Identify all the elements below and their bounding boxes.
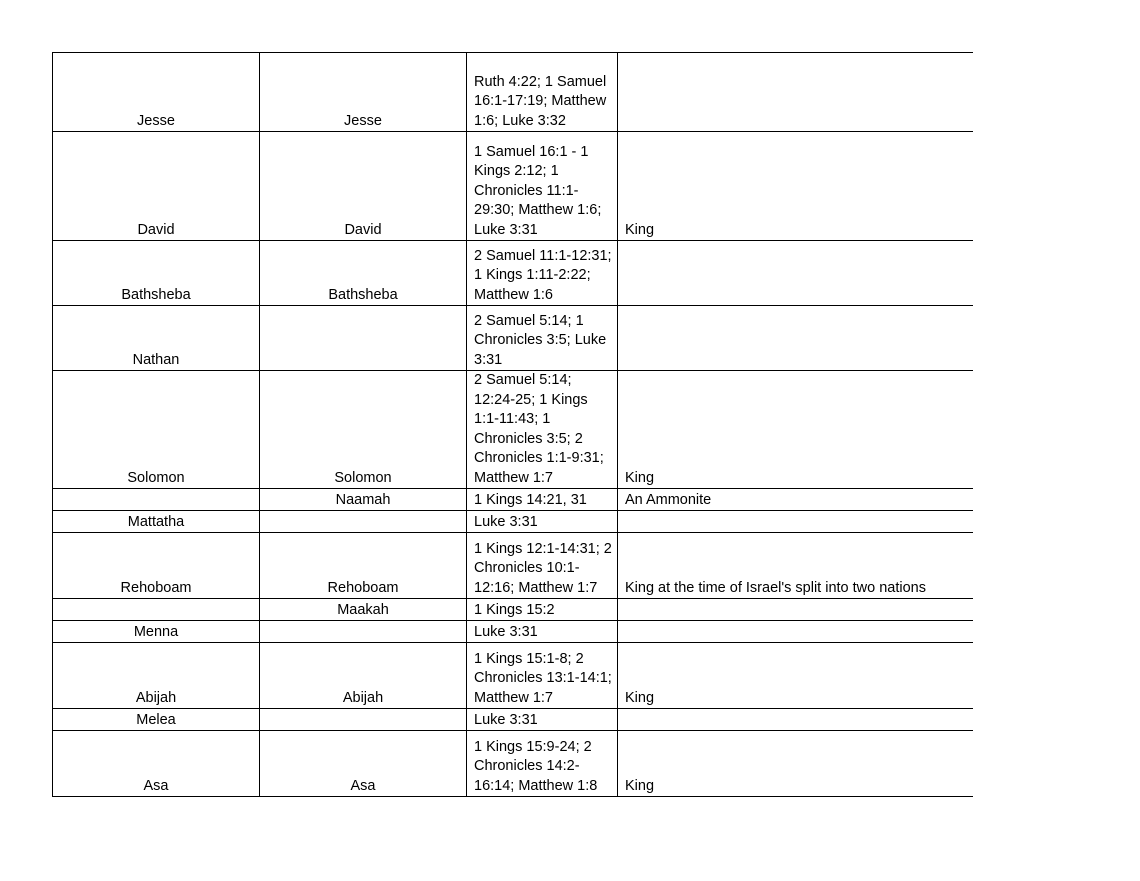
scripture-references-cell: 2 Samuel 5:14; 1 Chronicles 3:5; Luke 3:31 [467, 306, 618, 371]
note-cell: An Ammonite [618, 489, 973, 511]
alternate-name-cell: Bathsheba [260, 241, 467, 306]
alternate-name-cell: Naamah [260, 489, 467, 511]
genealogy-table [52, 52, 973, 797]
table-row [53, 709, 973, 731]
scripture-references-cell: 1 Kings 15:2 [467, 599, 618, 621]
alternate-name-cell: Abijah [260, 643, 467, 709]
note-cell: King [618, 371, 973, 489]
note-cell [618, 621, 973, 643]
table-row [53, 621, 973, 643]
table-row [53, 511, 973, 533]
person-name-cell: Menna [53, 621, 260, 643]
alternate-name-cell [260, 709, 467, 731]
scripture-references-cell: Ruth 4:22; 1 Samuel 16:1-17:19; Matthew 1:6; Luke 3:32 [467, 53, 618, 132]
note-cell: King [618, 643, 973, 709]
scripture-references-cell: 1 Kings 15:9-24; 2 Chronicles 14:2-16:14; Matthew 1:8 [467, 731, 618, 797]
person-name-cell [53, 599, 260, 621]
table-row [53, 599, 973, 621]
table-row [53, 731, 973, 797]
scripture-references-cell: 2 Samuel 5:14; 12:24-25; 1 Kings 1:1-11:43; 1 Chronicles 3:5; 2 Chronicles 1:1-9:31; Matthew 1:7 [467, 371, 618, 489]
person-name-cell: Abijah [53, 643, 260, 709]
scripture-references-cell: 1 Kings 14:21, 31 [467, 489, 618, 511]
note-cell: King [618, 132, 973, 241]
alternate-name-cell: Jesse [260, 53, 467, 132]
note-cell [618, 511, 973, 533]
scripture-references-cell: 1 Kings 15:1-8; 2 Chronicles 13:1-14:1; Matthew 1:7 [467, 643, 618, 709]
person-name-cell: Asa [53, 731, 260, 797]
scripture-references-cell: 1 Samuel 16:1 - 1 Kings 2:12; 1 Chronicles 11:1-29:30; Matthew 1:6; Luke 3:31 [467, 132, 618, 241]
alternate-name-cell: Rehoboam [260, 533, 467, 599]
person-name-cell [53, 489, 260, 511]
person-name-cell: Solomon [53, 371, 260, 489]
note-cell [618, 306, 973, 371]
alternate-name-cell: David [260, 132, 467, 241]
scripture-references-cell: Luke 3:31 [467, 511, 618, 533]
note-cell [618, 53, 973, 132]
note-cell: King [618, 731, 973, 797]
table-row [53, 533, 973, 599]
table-row [53, 306, 973, 371]
note-cell [618, 709, 973, 731]
alternate-name-cell: Maakah [260, 599, 467, 621]
scripture-references-cell: Luke 3:31 [467, 621, 618, 643]
table-row [53, 643, 973, 709]
alternate-name-cell: Solomon [260, 371, 467, 489]
note-cell: King at the time of Israel's split into two nations [618, 533, 973, 599]
alternate-name-cell [260, 511, 467, 533]
person-name-cell: Jesse [53, 53, 260, 132]
alternate-name-cell: Asa [260, 731, 467, 797]
person-name-cell: Melea [53, 709, 260, 731]
scripture-references-cell: 2 Samuel 11:1-12:31; 1 Kings 1:11-2:22; Matthew 1:6 [467, 241, 618, 306]
person-name-cell: Rehoboam [53, 533, 260, 599]
note-cell [618, 241, 973, 306]
person-name-cell: David [53, 132, 260, 241]
person-name-cell: Bathsheba [53, 241, 260, 306]
table-row [53, 489, 973, 511]
scripture-references-cell: 1 Kings 12:1-14:31; 2 Chronicles 10:1-12:16; Matthew 1:7 [467, 533, 618, 599]
person-name-cell: Mattatha [53, 511, 260, 533]
table-row [53, 371, 973, 489]
table-row [53, 53, 973, 132]
scripture-references-cell: Luke 3:31 [467, 709, 618, 731]
table-row [53, 241, 973, 306]
alternate-name-cell [260, 621, 467, 643]
note-cell [618, 599, 973, 621]
table-row [53, 132, 973, 241]
person-name-cell: Nathan [53, 306, 260, 371]
alternate-name-cell [260, 306, 467, 371]
